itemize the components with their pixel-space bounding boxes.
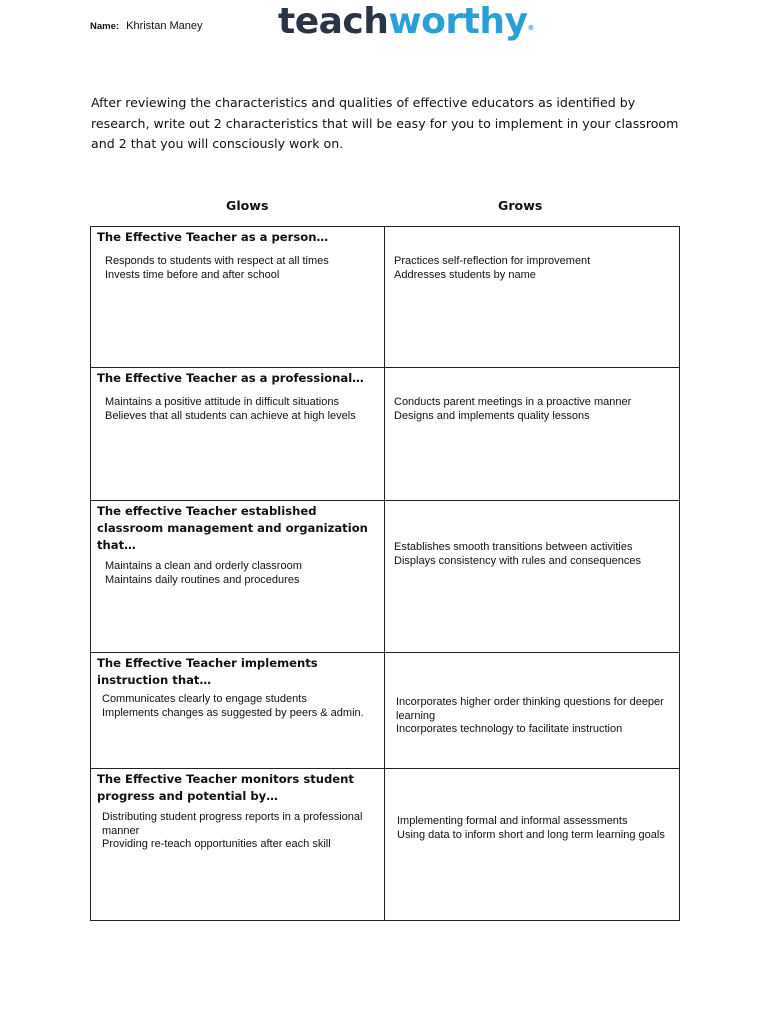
grows-cell — [385, 501, 680, 653]
table-row — [91, 501, 680, 653]
list-item: Communicates clearly to engage students — [102, 693, 307, 705]
grows-cell — [385, 227, 680, 368]
table-row — [91, 769, 680, 921]
grows-cell — [385, 368, 680, 501]
table-row — [91, 227, 680, 368]
row-title: The effective Teacher established classroom management and organization that… — [97, 504, 368, 552]
grows-list — [397, 815, 673, 842]
row-title: The Effective Teacher implements instruction that… — [97, 656, 318, 687]
glows-cell — [91, 227, 385, 368]
glows-cell — [91, 368, 385, 501]
grows-list — [394, 255, 673, 282]
list-item: Establishes smooth transitions between activities — [394, 541, 633, 553]
glows-list — [105, 396, 378, 423]
list-item: Invests time before and after school — [105, 268, 280, 281]
list-item: Designs and implements quality lessons — [394, 409, 590, 422]
list-item: Implementing formal and informal assessments — [397, 815, 628, 827]
row-title: The Effective Teacher monitors student progress and potential by… — [97, 772, 354, 803]
column-header-grows: Grows — [498, 198, 543, 213]
glows-cell — [91, 769, 385, 921]
glows-list — [102, 811, 378, 852]
list-item: Believes that all students can achieve at high levels — [105, 409, 356, 422]
instructions-text: After reviewing the characteristics and qualities of effective educators as identified by research, write out 2 characteristics that will be easy for you to implement in your classroom and 2 that you will consciously work on. — [91, 95, 679, 151]
glows-list — [102, 693, 378, 720]
list-item: Incorporates technology to facilitate instruction — [396, 723, 623, 735]
table-row — [91, 368, 680, 501]
grows-list — [394, 541, 673, 568]
row-title: The Effective Teacher as a person… — [97, 230, 329, 244]
table-row — [91, 653, 680, 769]
logo-worthy-text: worthy — [388, 1, 528, 42]
list-item: Displays consistency with rules and consequences — [394, 554, 642, 567]
list-item: Implements changes as suggested by peers & admin. — [102, 706, 364, 719]
list-item: Using data to inform short and long term learning goals — [397, 828, 665, 841]
glows-cell — [91, 653, 385, 769]
list-item: Responds to students with respect at all times — [105, 255, 329, 267]
list-item: Incorporates higher order thinking questions for deeper learning — [396, 696, 664, 722]
glows-list — [105, 255, 378, 282]
list-item: Addresses students by name — [394, 268, 536, 281]
name-label: Name: — [90, 21, 120, 32]
list-item: Providing re-teach opportunities after each skill — [102, 838, 331, 850]
name-line — [90, 20, 203, 32]
list-item: Practices self-reflection for improvement — [394, 255, 591, 267]
list-item: Distributing student progress reports in a professional manner — [102, 811, 363, 837]
logo-trademark: ® — [527, 24, 534, 32]
grows-cell — [385, 769, 680, 921]
list-item: Maintains daily routines and procedures — [105, 573, 300, 586]
teachworthy-logo — [278, 0, 534, 44]
list-item: Conducts parent meetings in a proactive manner — [394, 396, 632, 408]
glows-cell — [91, 501, 385, 653]
grows-list — [392, 696, 673, 737]
row-title: The Effective Teacher as a professional… — [97, 371, 364, 385]
glows-list — [105, 560, 378, 587]
grows-list — [394, 396, 673, 423]
name-value: Khristan Maney — [126, 20, 203, 32]
grows-cell — [385, 653, 680, 769]
list-item: Maintains a positive attitude in difficult situations — [105, 396, 339, 408]
logo-teach-text: teach — [278, 1, 389, 42]
column-header-glows: Glows — [226, 198, 269, 213]
list-item: Maintains a clean and orderly classroom — [105, 560, 302, 572]
glows-grows-table — [90, 226, 680, 921]
